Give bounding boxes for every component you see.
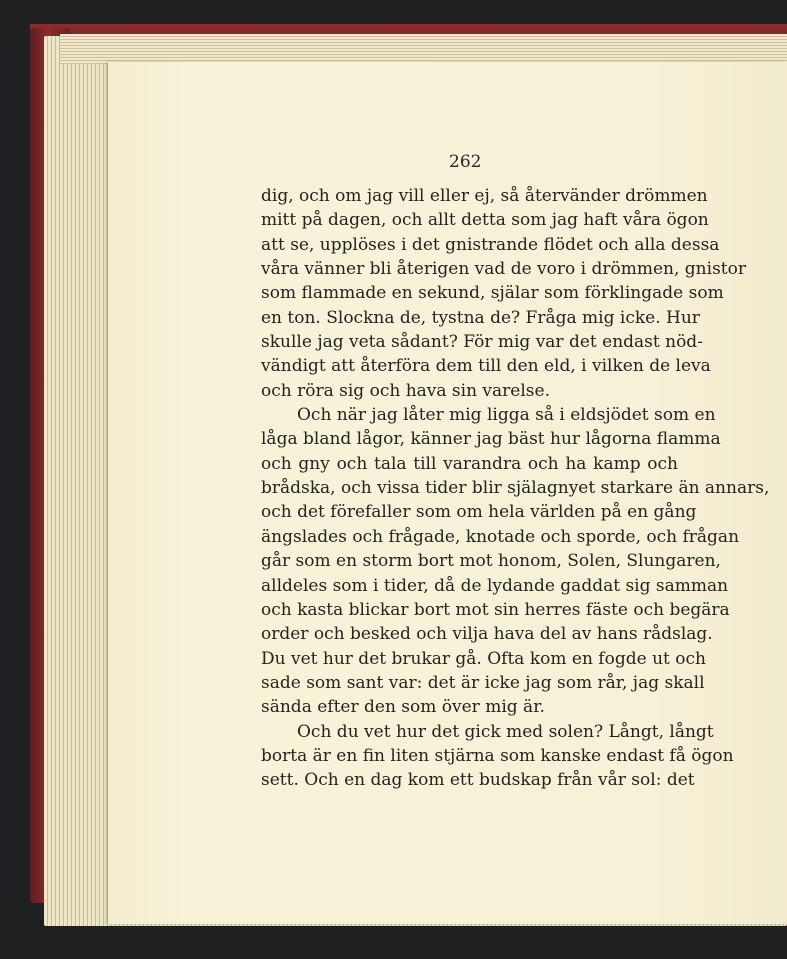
text-line: alldeles som i tider, då de lydande gaddat sig samman [261, 575, 729, 596]
text-line: sett. Och en dag kom ett budskap från vår sol: det [261, 770, 695, 791]
text-line: låga bland lågor, känner jag bäst hur lågorna flamma [261, 429, 721, 450]
text-line: och gny och tala till varandra och ha kamp och [261, 453, 678, 474]
text-line: order och besked och vilja hava del av hans rådslag. [261, 624, 713, 645]
text-line: Och när jag låter mig ligga så i eldsjödet som en [297, 405, 716, 426]
text-line: och kasta blickar bort mot sin herres fäste och begära [261, 599, 730, 620]
text-line: sända efter den som över mig är. [261, 697, 545, 718]
text-line: borta är en fin liten stjärna som kanske endast få ögon [261, 745, 734, 766]
text-line: som flammade en sekund, själar som förklingade som [261, 283, 724, 304]
text-line: Du vet hur det brukar gå. Ofta kom en fogde ut och [261, 648, 706, 669]
page-edges-top [60, 34, 787, 64]
text-line: Och du vet hur det gick med solen? Långt, långt [297, 721, 714, 742]
page-number: 262 [449, 152, 482, 172]
page-body-text [261, 184, 770, 793]
text-line: att se, upplöses i det gnistrande flödet och alla dessa [261, 234, 720, 255]
text-line: en ton. Slockna de, tystna de? Fråga mig icke. Hur [261, 307, 700, 328]
text-line: sade som sant var: det är icke jag som rår, jag skall [261, 672, 705, 693]
text-line: våra vänner bli återigen vad de voro i drömmen, gnistor [261, 259, 746, 280]
text-line: vändigt att återföra dem till den eld, i vilken de leva [261, 356, 711, 377]
text-line: dig, och om jag vill eller ej, så återvänder drömmen [261, 186, 708, 206]
text-line: mitt på dagen, och allt detta som jag haft våra ögon [261, 210, 709, 231]
text-line: och röra sig och hava sin varelse. [261, 380, 550, 401]
text-line: går som en storm bort mot honom, Solen, Slungaren, [261, 551, 721, 572]
text-line: ängslades och frågade, knotade och sporde, och frågan [261, 526, 740, 547]
text-line: skulle jag veta sådant? För mig var det endast nöd- [261, 332, 703, 353]
text-line: brådska, och vissa tider blir själagnyet starkare än annars, [261, 478, 770, 499]
text-line: och det förefaller som om hela världen på en gång [261, 502, 697, 523]
